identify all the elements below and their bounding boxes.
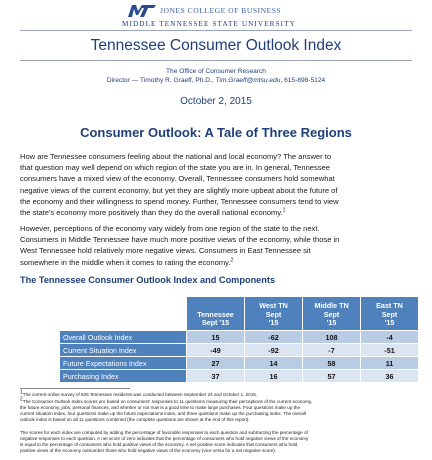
- director-name: Director — Timothy R. Graeff, Ph.D.,: [106, 77, 216, 84]
- column-header-tennessee: [187, 297, 245, 331]
- footnote-ref-2: 2: [230, 257, 234, 264]
- table-title: The Tennessee Consumer Outlook Index and Components: [20, 275, 276, 285]
- footnote-line: positive views of the economy outnumber those who hold negative views of the economy (vice versa for a net negative score).: [20, 448, 277, 454]
- column-header-line: '15: [268, 318, 279, 328]
- paragraph-line: that question may well depend on which region of the state you are in. In general, Tennessee: [20, 163, 330, 173]
- paragraph-text: somewhere in the middle when it comes to rating the economy.: [20, 257, 231, 267]
- footnote-text: The current online survey of 626 Tennessee residents was conducted between September 24 and October 1, 2015.: [22, 392, 258, 397]
- column-header-line: Middle TN: [314, 301, 349, 311]
- footnote-number: 1: [20, 389, 23, 396]
- table-row: [60, 331, 419, 344]
- paragraph-line: Consumers in Middle Tennessee have much more positive views of the economy, while those in: [20, 235, 340, 245]
- title-divider: [20, 60, 412, 61]
- paragraph-line: [20, 207, 412, 218]
- header-divider: [20, 30, 412, 31]
- university-name: MIDDLE TENNESSEE STATE UNIVERSITY: [122, 20, 296, 28]
- footnote-line: negative responses to each question. A net score of zero indicates that the percentage of consumers who hold negative views of the economy: [20, 436, 309, 442]
- paragraph-line: West Tennessee hold relatively more negative views. Consumers in East Tennessee sit: [20, 246, 311, 256]
- table-cell: -51: [361, 344, 419, 357]
- table-cell: 37: [187, 370, 245, 383]
- column-header-line: East TN: [376, 301, 403, 311]
- footnote-2: [20, 396, 420, 423]
- paragraph-2: [20, 223, 412, 268]
- column-header-line: '15: [384, 318, 395, 328]
- column-header-middle-tn: [303, 297, 361, 331]
- table-cell: -4: [361, 331, 419, 344]
- column-header-line: Sept: [265, 309, 282, 319]
- table-row: [60, 357, 419, 370]
- footnote-divider: [20, 388, 130, 389]
- table-cell: 58: [303, 357, 361, 370]
- report-date: October 2, 2015: [180, 96, 252, 107]
- table-cell: 36: [361, 370, 419, 383]
- table-cell: 14: [245, 357, 303, 370]
- mtsu-logo-icon: [128, 4, 156, 18]
- column-header-line: Sept '15: [201, 318, 230, 328]
- footnote-number: 2: [20, 396, 23, 403]
- office-name: The Office of Consumer Research: [166, 68, 266, 75]
- paragraph-line: However, perceptions of the economy vary widely from one region of the state to the next.: [20, 224, 320, 233]
- table-cell: 15: [187, 331, 245, 344]
- director-phone: , 615-898-5124: [280, 77, 326, 84]
- footnote-1: [20, 389, 420, 398]
- table-cell: -92: [245, 344, 303, 357]
- article-title: Consumer Outlook: A Tale of Three Regions: [80, 125, 352, 140]
- paragraph-line: the economy and their willingness to spend money. Further, Tennessee consumers tend to view: [20, 196, 339, 206]
- column-header-line: Tennessee: [197, 309, 234, 319]
- column-header-east-tn: [361, 297, 419, 331]
- table-cell: -7: [303, 344, 361, 357]
- document-title: Tennessee Consumer Outlook Index: [90, 37, 342, 54]
- director-line: [0, 77, 432, 84]
- paragraph-line: negative views of the current economy, but yet they are slightly more upbeat about the future of: [20, 185, 338, 195]
- paragraph-line: [20, 257, 412, 268]
- college-name: JONES COLLEGE OF BUSINESS: [160, 6, 282, 15]
- footnote-ref-1: 1: [282, 207, 286, 214]
- table-cell: 108: [303, 331, 361, 344]
- table-row: [60, 344, 419, 357]
- row-label: Overall Outlook Index: [60, 331, 187, 344]
- table-cell: -49: [187, 344, 245, 357]
- footnote-line: the future economy, jobs, personal finances, and whether or not now is a good time to make large purchases. Four questions make up the: [20, 405, 301, 411]
- footnote-line: outlook index is based on all 11 questions combined (the complete questions are shown at the end of this report).: [20, 417, 250, 423]
- column-header-line: Sept: [381, 309, 398, 319]
- table-cell: 11: [361, 357, 419, 370]
- table-cell: -62: [245, 331, 303, 344]
- letterhead: [0, 2, 432, 32]
- column-header-line: '15: [326, 318, 337, 328]
- column-header-line: West TN: [259, 301, 288, 311]
- paragraph-1: [20, 151, 412, 218]
- table-cell: 27: [187, 357, 245, 370]
- table-cell: 16: [245, 370, 303, 383]
- row-label: Purchasing Index: [60, 370, 187, 383]
- footnote-2-continued: [20, 430, 420, 454]
- footnote-text: The Consumer Outlook Index scores are based on consumers' responses to 11 questions measuring their perceptions of the current economy,: [22, 399, 313, 404]
- paragraph-text: the state's economy more positively than they do the overall national economy.: [20, 208, 283, 218]
- column-header-west-tn: [245, 297, 303, 331]
- table-cell: 57: [303, 370, 361, 383]
- footnote-line: is equal to the percentage of consumers who hold positive views of the economy. A net positive score indicates that consumers who hold: [20, 442, 298, 448]
- director-email-link[interactable]: Tim.Graeff@mtsu.edu: [215, 77, 281, 84]
- footnote-line: [20, 389, 420, 398]
- table-row: [60, 370, 419, 383]
- footnote-line: The scores for each index are computed by adding the percentage of favorable responses to each question and subtracting the percentage of: [20, 430, 308, 435]
- paragraph-line: consumers have a mixed view of the economy. Overall, Tennessee consumers hold somewhat: [20, 174, 335, 184]
- paragraph-line: How are Tennessee consumers feeling about the national and local economy? The answer to: [20, 152, 332, 161]
- column-header-line: Sept: [323, 309, 340, 319]
- row-label: Current Situation Index: [60, 344, 187, 357]
- row-label: Future Expectations Index: [60, 357, 187, 370]
- footnote-line: current situation index, four questions make up the future expectations index, and three questions make up the purchasing index. The overall: [20, 411, 306, 417]
- table-corner: [60, 297, 187, 331]
- outlook-index-table: [59, 296, 419, 383]
